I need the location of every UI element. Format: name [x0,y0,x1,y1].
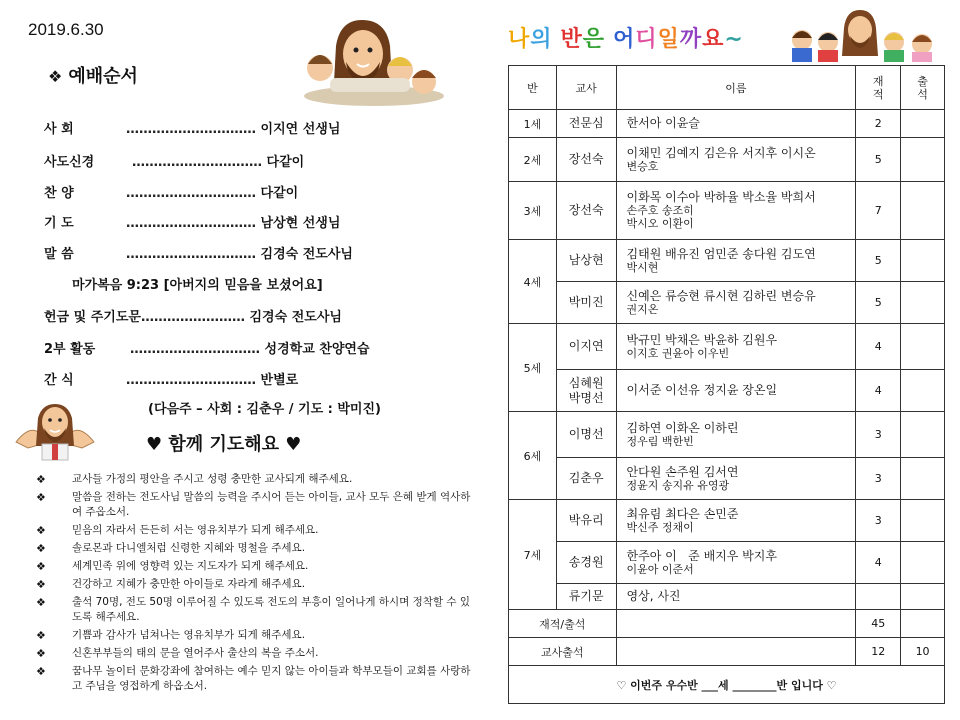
teacher-cell: 이지연 [556,324,616,370]
header-teacher: 교사 [556,66,616,110]
student-names-line: 이채민 김예지 김은유 서지후 이시온 [626,145,816,160]
student-names-line: 박규민 박채은 박윤하 김원우 [626,332,778,347]
table-row [509,584,945,610]
table-row [509,542,945,584]
class-age-cell: 3세 [509,182,557,240]
names-cell [616,458,856,500]
enrolled-cell: 4 [856,370,901,412]
order-row-activity: 2부 활동 ………………………… 성경학교 찬양연습 [44,342,370,357]
header-attend: 출석 [901,66,945,110]
student-names-line: 권지온 [626,302,659,316]
prayer-item: ❖ 신혼부부들의 태의 문을 열어주사 출산의 복을 주소서. [36,647,319,660]
names-cell [616,240,856,282]
student-names-line: 이서준 이선유 정지윤 장온일 [626,383,778,397]
title-char: ~ [724,27,744,52]
diamond-bullet-icon: ❖ [36,560,46,573]
diamond-bullet-icon: ❖ [36,542,46,555]
enrolled-cell: 5 [856,282,901,324]
attend-cell [901,542,945,584]
diamond-bullet-icon: ❖ [36,629,46,642]
names-cell [616,138,856,182]
enrolled-cell: 4 [856,324,901,370]
diamond-bullet-icon: ❖ [36,596,46,609]
diamond-bullet-icon: ❖ [36,647,46,660]
class-section-title [508,22,744,53]
table-row [509,282,945,324]
attend-cell [901,500,945,542]
diamond-bullet-icon: ❖ [48,67,63,86]
title-char: 은 [582,27,606,52]
attend-cell [901,138,945,182]
attend-cell [901,324,945,370]
teacher-cell: 남상현 [556,240,616,282]
teacher-cell: 김춘우 [556,458,616,500]
prayer-item: ❖ 교사들 가정의 평안을 주시고 성령 충만한 교사되게 해주세요. [36,473,353,486]
prayer-item: ❖ 믿음의 자라서 든든히 서는 영유치부가 되게 해주세요. [36,524,319,537]
prayer-list [36,472,476,697]
teacher-att-enrolled: 12 [856,638,901,666]
table-row [509,500,945,542]
order-row-offering: 헌금 및 주기도문…………………… 김경숙 전도사님 [44,310,342,325]
attend-cell [901,110,945,138]
order-row-creed: 사도신경 ………………………… 다같이 [44,155,305,170]
names-cell [616,282,856,324]
teacher-cell: 장선숙 [556,182,616,240]
enrolled-cell: 5 [856,138,901,182]
names-cell [616,584,856,610]
table-row [509,138,945,182]
prayer-item: ❖ 말씀을 전하는 전도사님 말씀의 능력을 주시어 듣는 아이들, 교사 모두 은혜 받게 역사하여 주옵소서. [36,491,471,518]
title-char: 디 [635,27,658,52]
teacher-attendance-row [509,638,945,666]
table-row [509,412,945,458]
order-row-host: 사 회 ………………………… 이지연 선생님 [44,122,341,137]
title-char: 일 [657,27,680,52]
totals-label: 재적/출석 [509,610,617,638]
header-names: 이름 [616,66,856,110]
diamond-bullet-icon: ❖ [36,524,46,537]
student-names-line: 신예은 류승현 류시현 김하린 변승유 [626,288,816,303]
student-names-line: 박신주 정채이 [626,520,694,534]
teacher-cell: 박유리 [556,500,616,542]
class-age-cell: 1세 [509,110,557,138]
class-age-cell: 5세 [509,324,557,412]
order-row-snack: 간 식 ………………………… 반별로 [44,373,299,388]
teacher-cell: 전문심 [556,110,616,138]
order-row-sermon: 말 씀 ………………………… 김경숙 전도사님 [44,247,353,262]
names-cell [616,324,856,370]
student-names-line: 김태원 배유진 엄민준 송다원 김도연 [626,246,816,261]
table-row [509,370,945,412]
student-names-line: 이윤아 이준서 [626,562,694,576]
student-names-line: 이화목 이수아 박하율 박소율 박희서 [626,190,816,204]
student-names-line: 한서아 이윤슬 [626,116,700,130]
best-class-footer: ♡ 이번주 우수반 ___세 ________반 입니다 ♡ [509,666,945,704]
student-names-line: 박시현 [626,260,659,274]
enrolled-cell: 3 [856,412,901,458]
student-names-line: 최유림 최다은 손민준 [626,506,739,521]
next-week-note: (다음주 – 사회 : 김춘우 / 기도 : 박미진) [148,402,381,417]
enrolled-cell: 4 [856,542,901,584]
teacher-att-label: 교사출석 [509,638,617,666]
names-cell [616,110,856,138]
diamond-bullet-icon: ❖ [36,578,46,591]
attend-cell [901,370,945,412]
prayer-item: ❖ 출석 70명, 전도 50명 이루어질 수 있도록 전도의 부흥이 일어나게 하시며 정착할 수 있도록 해주세요. [36,596,471,623]
title-char: 의 [530,27,553,52]
prayer-item: ❖ 세계민족 위에 영향력 있는 지도자가 되게 해주세요. [36,560,309,573]
title-char: 반 [560,27,583,52]
header-enrolled: 재적 [856,66,901,110]
teacher-cell: 류기문 [556,584,616,610]
jesus-group-illustration [782,6,948,64]
table-row [509,182,945,240]
header-ban: 반 [509,66,557,110]
prayer-heading: ♥ 함께 기도해요 ♥ [146,434,302,455]
table-header-row [509,66,945,110]
student-names-line: 박시오 이환이 [626,217,694,230]
diamond-bullet-icon: ❖ [36,491,46,504]
teacher-cell: 송경원 [556,542,616,584]
totals-row [509,610,945,638]
student-names-line: 한주아 이 준 배지우 박지후 [626,548,777,563]
student-names-line: 손주호 송조히 [626,204,694,217]
names-cell [616,412,856,458]
enrolled-cell: 5 [856,240,901,282]
class-age-cell: 6세 [509,412,557,500]
prayer-item: ❖ 꿈나무 놀이터 문화강좌에 참여하는 예수 믿지 않는 아이들과 학부모들이 교회를 사랑하고 주님을 영접하게 하옵소서. [36,665,471,692]
bulletin-date: 2019.6.30 [28,20,104,39]
enrolled-cell: 2 [856,110,901,138]
order-row-prayer: 기 도 ………………………… 남상현 선생님 [44,216,341,231]
best-class-row [509,666,945,704]
title-char: 나 [508,27,531,52]
attend-cell [901,412,945,458]
teacher-cell: 이명선 [556,412,616,458]
class-age-cell: 2세 [509,138,557,182]
attend-cell [901,240,945,282]
diamond-bullet-icon: ❖ [36,473,46,486]
names-cell [616,542,856,584]
totals-attend [901,610,945,638]
student-names-line: 변승호 [626,159,659,173]
teacher-att-attend: 10 [901,638,945,666]
attend-cell [901,282,945,324]
student-names-line: 김하연 이화온 이하린 [626,420,739,435]
title-char: 까 [679,27,703,52]
small-jesus-illustration [12,402,98,464]
class-attendance-table [508,65,945,704]
enrolled-cell [856,584,901,610]
attend-cell [901,584,945,610]
student-names-line: 안다원 손주원 김서연 [626,464,739,479]
totals-enrolled: 45 [856,610,901,638]
title-char: 어 [613,27,636,52]
diamond-bullet-icon: ❖ [36,665,46,678]
enrolled-cell: 3 [856,500,901,542]
jesus-children-illustration [300,16,448,106]
enrolled-cell: 3 [856,458,901,500]
title-char: 요 [702,27,725,52]
student-names-line: 영상, 사진 [626,589,681,603]
order-row-praise: 찬 양 ………………………… 다같이 [44,186,299,201]
prayer-item: ❖ 기쁨과 감사가 넘쳐나는 영유치부가 되게 해주세요. [36,629,306,642]
enrolled-cell: 7 [856,182,901,240]
student-names-line: 이지호 권윤아 이우빈 [626,346,730,360]
scripture-reference: 마가복음 9:23 [아버지의 믿음을 보셨어요] [72,278,323,293]
names-cell [616,500,856,542]
names-cell [616,370,856,412]
names-cell [616,182,856,240]
table-row [509,110,945,138]
prayer-item: ❖ 솔로몬과 다니엘처럼 신령한 지혜와 명철을 주세요. [36,542,306,555]
teacher-cell: 심혜원 박명선 [556,370,616,412]
table-row [509,240,945,282]
teacher-cell: 박미진 [556,282,616,324]
student-names-line: 정윤지 송지유 유영광 [626,478,730,492]
student-names-line: 정우림 백한빈 [626,434,694,448]
table-row [509,458,945,500]
teacher-cell: 장선숙 [556,138,616,182]
table-row [509,324,945,370]
class-age-cell: 4세 [509,240,557,324]
class-age-cell: 7세 [509,500,557,610]
attend-cell [901,182,945,240]
worship-order-heading: ❖ 예배순서 [48,66,138,87]
prayer-item: ❖ 건강하고 지혜가 충만한 아이들로 자라게 해주세요. [36,578,306,591]
attend-cell [901,458,945,500]
